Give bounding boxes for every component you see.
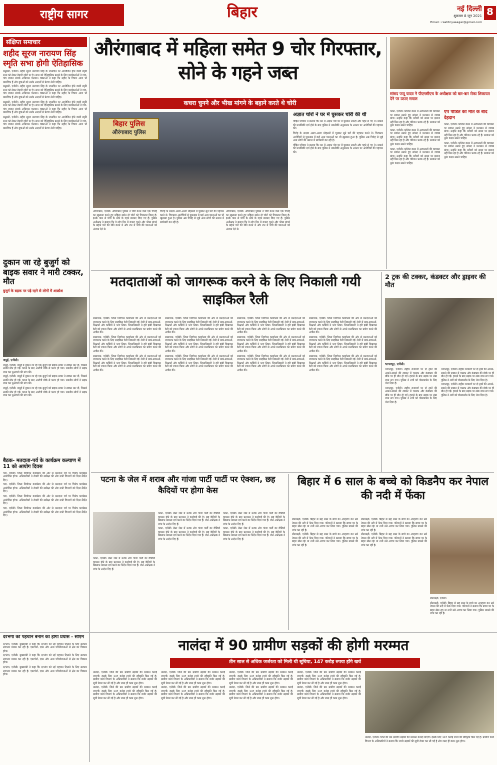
jail-body-2: पटना, एजेंसी। बेउर जेल में शराब और गांजा पार्टी का वीडियो वायरल होने के बाद प्रशासन ने कार्रवाई की है। छह कैदियों के खिलाफ मामला दर्ज करने का निर्देश दिया गया है। जेल अधीक्षक ने जांच के आदेश दिए हैं। पटना, एजेंसी। बेउर जेल में शराब और गांजा पार्टी का वीडियो वायरल होने के बाद प्रशासन ने कार्रवाई की है। छह कैदियों के खिलाफ मामला दर्ज करने का निर्देश दिया गया है। जेल अधीक्षक ने जांच के आदेश दिए हैं।: [158, 512, 220, 541]
column-rule: [89, 37, 90, 717]
roads-photo: [365, 671, 494, 733]
voter-rally-body-4: सासाराम, एजेंसी। जिला निर्वाचन कार्यालय की ओर से मतदाताओं को जागरूक करने के लिए साइकिल रैली निकाली गई। रैली में छात्र-छात्राओं, शिक्षकों और कर्मियों ने भाग लिया। जिलाधिकारी ने हरी झंडी दिखाकर रैली को रवाना किया और लोगों से अपने मताधिकार का प्रयोग करने की अपील की। सासाराम, एजेंसी। जिला निर्वाचन कार्यालय की ओर से मतदाताओं को जागरूक करने के लिए साइकिल रैली निकाली गई। रैली में छात्र-छात्राओं, शिक्षकों और कर्मियों ने भाग लिया। जिलाधिकारी ने हरी झंडी दिखाकर रैली को रवाना किया और लोगों से अपने मताधिकार का प्रयोग करने की अपील की। सासाराम, एजेंसी। जिला निर्वाचन कार्यालय की ओर से मतदाताओं को जागरूक करने के लिए साइकिल रैली निकाली गई। रैली में छात्र-छात्राओं, शिक्षकों और कर्मियों ने भाग लिया। जिलाधिकारी ने हरी झंडी दिखाकर रैली को रवाना किया और लोगों से अपने मताधिकार का प्रयोग करने की अपील की।: [309, 317, 377, 372]
story2-sub: बुजुर्ग के सड़क पर पड़े रहने से लोगों में आक्रोश: [3, 288, 63, 293]
right-top-body-2: पटना, एजेंसी। कोरोना काल में अस्पतालों की व्यवस्था पर सवाल उठाते हुए सांसद ने प्रशासन से जवाब मांगा। उन्होंने कहा कि मरीजों को समय पर इलाज नहीं मिल रहा है और परिजन भटक रहे हैं। सरकार को तुरंत कदम उठाने चाहिए। पटना, एजेंसी। कोरोना काल में अस्पतालों की व्यवस्था पर सवाल उठाते हुए सांसद ने प्रशासन से जवाब मांगा। उन्होंने कहा कि मरीजों को समय पर इलाज नहीं मिल रहा है और परिजन भटक रहे हैं। सरकार को तुरंत कदम उठाने चाहिए।: [444, 123, 494, 159]
lead-body-1: औरंगाबाद, एजेंसी। औरंगाबाद पुलिस ने चोरी करने वाले एक गिरोह का खुलासा करते हुए महिला समेत नौ चोरों को गिरफ्तार किया है। इनके पास से चोरी के सोने के गहने बरामद किए गए हैं। पुलिस अधीक्षक ने बताया कि ये लोग दिन में कचरा चुनने और भीख मांगने के बहाने घरों की रेकी करते थे और रात में चोरी की घटनाओं को अंजाम देते थे।: [93, 210, 157, 231]
story3-headline: बैठक- मतदाता-पर्व के कार्यक्रम कल्याण में 11 को आयोग दिवस: [3, 457, 81, 470]
voter-rally-headline: मतदाताओं को जागरूक करने के लिए निकाली गयी साइकिल रैली: [110, 274, 361, 308]
story2-body: जमुई, एजेंसी। जमुई में दुकान जा रहे एक बुजुर्ग को बाइक सवार ने टक्कर मार दी, जिससे उनकी मौत हो गई। घटना के बाद आरोपी मौके से फरार हो गया। स्थानीय लोगों ने सड़क जाम कर मुआवजे की मांग की। जमुई, एजेंसी। जमुई में दुकान जा रहे एक बुजुर्ग को बाइक सवार ने टक्कर मार दी, जिससे उनकी मौत हो गई। घटना के बाद आरोपी मौके से फरार हो गया। स्थानीय लोगों ने सड़क जाम कर मुआवजे की मांग की। जमुई, एजेंसी। जमुई में दुकान जा रहे एक बुजुर्ग को बाइक सवार ने टक्कर मार दी, जिससे उनकी मौत हो गई। घटना के बाद आरोपी मौके से फरार हो गया। स्थानीय लोगों ने सड़क जाम कर मुआवजे की मांग की।: [3, 363, 87, 398]
roads-headline: नालंदा में 90 ग्रामीण सड़कों की होगी मरम्मत: [178, 638, 409, 654]
voter-rally-body-2: सासाराम, एजेंसी। जिला निर्वाचन कार्यालय की ओर से मतदाताओं को जागरूक करने के लिए साइकिल रैली निकाली गई। रैली में छात्र-छात्राओं, शिक्षकों और कर्मियों ने भाग लिया। जिलाधिकारी ने हरी झंडी दिखाकर रैली को रवाना किया और लोगों से अपने मताधिकार का प्रयोग करने की अपील की। सासाराम, एजेंसी। जिला निर्वाचन कार्यालय की ओर से मतदाताओं को जागरूक करने के लिए साइकिल रैली निकाली गई। रैली में छात्र-छात्राओं, शिक्षकों और कर्मियों ने भाग लिया। जिलाधिकारी ने हरी झंडी दिखाकर रैली को रवाना किया और लोगों से अपने मताधिकार का प्रयोग करने की अपील की। सासाराम, एजेंसी। जिला निर्वाचन कार्यालय की ओर से मतदाताओं को जागरूक करने के लिए साइकिल रैली निकाली गई। रैली में छात्र-छात्राओं, शिक्षकों और कर्मियों ने भाग लिया। जिलाधिकारी ने हरी झंडी दिखाकर रैली को रवाना किया और लोगों से अपने मताधिकार का प्रयोग करने की अपील की।: [165, 317, 233, 372]
story3-body: गया, एजेंसी। जिला निर्वाचन कार्यालय की ओर से मतदाता पर्व पर विशेष कार्यक्रम आयोजित होगा। अधिकारियों ने तैयारी की समीक्षा की और सभी विभागों को दिशा-निर्देश दिए। गया, एजेंसी। जिला निर्वाचन कार्यालय की ओर से मतदाता पर्व पर विशेष कार्यक्रम आयोजित होगा। अधिकारियों ने तैयारी की समीक्षा की और सभी विभागों को दिशा-निर्देश दिए। गया, एजेंसी। जिला निर्वाचन कार्यालय की ओर से मतदाता पर्व पर विशेष कार्यक्रम आयोजित होगा। अधिकारियों ने तैयारी की समीक्षा की और सभी विभागों को दिशा-निर्देश दिए। गया, एजेंसी। जिला निर्वाचन कार्यालय की ओर से मतदाता पर्व पर विशेष कार्यक्रम आयोजित होगा। अधिकारियों ने तैयारी की समीक्षा की और सभी विभागों को दिशा-निर्देश दिए।: [3, 471, 87, 518]
truck-body-2: भागलपुर, एजेंसी। राष्ट्रीय राजमार्ग पर दो ट्रकों की आमने-सामने की टक्कर में चालक और कंडक्टर की मौके पर ही मौत हो गई। हादसे के बाद सड़क पर लंबा जाम लग गया। पुलिस ने शवों को पोस्टमार्टम के लिए भेज दिया है। भागलपुर, एजेंसी। राष्ट्रीय राजमार्ग पर दो ट्रकों की आमने-सामने की टक्कर में चालक और कंडक्टर की मौके पर ही मौत हो गई। हादसे के बाद सड़क पर लंबा जाम लग गया। पुलिस ने शवों को पोस्टमार्टम के लिए भेज दिया है।: [441, 368, 494, 397]
jail-body-3: पटना, एजेंसी। बेउर जेल में शराब और गांजा पार्टी का वीडियो वायरल होने के बाद प्रशासन ने कार्रवाई की है। छह कैदियों के खिलाफ मामला दर्ज करने का निर्देश दिया गया है। जेल अधीक्षक ने जांच के आदेश दिए हैं। पटना, एजेंसी। बेउर जेल में शराब और गांजा पार्टी का वीडियो वायरल होने के बाद प्रशासन ने कार्रवाई की है। छह कैदियों के खिलाफ मामला दर्ज करने का निर्देश दिया गया है। जेल अधीक्षक ने जांच के आदेश दिए हैं।: [223, 512, 285, 541]
voter-rally-body-1: सासाराम, एजेंसी। जिला निर्वाचन कार्यालय की ओर से मतदाताओं को जागरूक करने के लिए साइकिल रैली निकाली गई। रैली में छात्र-छात्राओं, शिक्षकों और कर्मियों ने भाग लिया। जिलाधिकारी ने हरी झंडी दिखाकर रैली को रवाना किया और लोगों से अपने मताधिकार का प्रयोग करने की अपील की। सासाराम, एजेंसी। जिला निर्वाचन कार्यालय की ओर से मतदाताओं को जागरूक करने के लिए साइकिल रैली निकाली गई। रैली में छात्र-छात्राओं, शिक्षकों और कर्मियों ने भाग लिया। जिलाधिकारी ने हरी झंडी दिखाकर रैली को रवाना किया और लोगों से अपने मताधिकार का प्रयोग करने की अपील की। सासाराम, एजेंसी। जिला निर्वाचन कार्यालय की ओर से मतदाताओं को जागरूक करने के लिए साइकिल रैली निकाली गई। रैली में छात्र-छात्राओं, शिक्षकों और कर्मियों ने भाग लिया। जिलाधिकारी ने हरी झंडी दिखाकर रैली को रवाना किया और लोगों से अपने मताधिकार का प्रयोग करने की अपील की।: [93, 317, 161, 372]
lead-side-headline: अज्ञात चोरों ने घर में घुसकर चोरी की थी: [293, 112, 367, 118]
bottom-left-headline: दरभंगा को पहचान बनाने का होगा प्रयास - सीएम: [3, 635, 84, 640]
roads-body-4: नालंदा, एजेंसी। जिले की 90 ग्रामीण सड़कों की मरम्मत कराई जाएगी। इसके लिए 147 करोड़ रुपये की स्वीकृति मिल गई है। ग्रामीण कार्य विभाग के अधिकारियों ने बताया कि जर्जर सड़कों की सूची तैयार कर ली गई है और जल्द ही काम शुरू होगा। नालंदा, एजेंसी। जिले की 90 ग्रामीण सड़कों की मरम्मत कराई जाएगी। इसके लिए 147 करोड़ रुपये की स्वीकृति मिल गई है। ग्रामीण कार्य विभाग के अधिकारियों ने बताया कि जर्जर सड़कों की सूची तैयार कर ली गई है और जल्द ही काम शुरू होगा।: [297, 671, 361, 700]
lead-strap: कचरा चुनने और भीख मांगने के बहाने करते थे चोरी: [140, 98, 340, 109]
lead-photo-caption: औरंगाबाद पुलिस: [112, 130, 146, 136]
roads-body-1: नालंदा, एजेंसी। जिले की 90 ग्रामीण सड़कों की मरम्मत कराई जाएगी। इसके लिए 147 करोड़ रुपये की स्वीकृति मिल गई है। ग्रामीण कार्य विभाग के अधिकारियों ने बताया कि जर्जर सड़कों की सूची तैयार कर ली गई है और जल्द ही काम शुरू होगा। नालंदा, एजेंसी। जिले की 90 ग्रामीण सड़कों की मरम्मत कराई जाएगी। इसके लिए 147 करोड़ रुपये की स्वीकृति मिल गई है। ग्रामीण कार्य विभाग के अधिकारियों ने बताया कि जर्जर सड़कों की सूची तैयार कर ली गई है और जल्द ही काम शुरू होगा।: [93, 671, 157, 700]
column-rule: [89, 634, 90, 762]
right-top-col2: [444, 110, 494, 268]
edition-city: नई दिल्ली: [456, 5, 482, 13]
column-rule: [386, 37, 387, 269]
section-rule: [91, 472, 494, 473]
section-rule: [91, 270, 494, 271]
jail-photo: [93, 512, 155, 554]
jail-body-1: पटना, एजेंसी। बेउर जेल में शराब और गांजा पार्टी का वीडियो वायरल होने के बाद प्रशासन ने कार्रवाई की है। छह कैदियों के खिलाफ मामला दर्ज करने का निर्देश दिया गया है। जेल अधीक्षक ने जांच के आदेश दिए हैं।: [93, 557, 155, 571]
voter-rally-body-3: सासाराम, एजेंसी। जिला निर्वाचन कार्यालय की ओर से मतदाताओं को जागरूक करने के लिए साइकिल रैली निकाली गई। रैली में छात्र-छात्राओं, शिक्षकों और कर्मियों ने भाग लिया। जिलाधिकारी ने हरी झंडी दिखाकर रैली को रवाना किया और लोगों से अपने मताधिकार का प्रयोग करने की अपील की। सासाराम, एजेंसी। जिला निर्वाचन कार्यालय की ओर से मतदाताओं को जागरूक करने के लिए साइकिल रैली निकाली गई। रैली में छात्र-छात्राओं, शिक्षकों और कर्मियों ने भाग लिया। जिलाधिकारी ने हरी झंडी दिखाकर रैली को रवाना किया और लोगों से अपने मताधिकार का प्रयोग करने की अपील की। सासाराम, एजेंसी। जिला निर्वाचन कार्यालय की ओर से मतदाताओं को जागरूक करने के लिए साइकिल रैली निकाली गई। रैली में छात्र-छात्राओं, शिक्षकों और कर्मियों ने भाग लिया। जिलाधिकारी ने हरी झंडी दिखाकर रैली को रवाना किया और लोगों से अपने मताधिकार का प्रयोग करने की अपील की।: [237, 317, 305, 372]
column-rule: [288, 474, 289, 630]
kidnap-body-1: सीतामढ़ी, एजेंसी। बिहार से छह साल के बच्चे का अपहरण कर उसे नेपाल की नदी में फेंक दिया गया। परिजनों ने बताया कि बच्चा घर के बाहर खेल रहा था तभी उसे अगवा कर लिया गया। पुलिस मामले की जांच कर रही है। सीतामढ़ी, एजेंसी। बिहार से छह साल के बच्चे का अपहरण कर उसे नेपाल की नदी में फेंक दिया गया। परिजनों ने बताया कि बच्चा घर के बाहर खेल रहा था तभी उसे अगवा कर लिया गया। पुलिस मामले की जांच कर रही है।: [292, 518, 358, 547]
kidnap-body-2: सीतामढ़ी, एजेंसी। बिहार से छह साल के बच्चे का अपहरण कर उसे नेपाल की नदी में फेंक दिया गया। परिजनों ने बताया कि बच्चा घर के बाहर खेल रहा था तभी उसे अगवा कर लिया गया। पुलिस मामले की जांच कर रही है। सीतामढ़ी, एजेंसी। बिहार से छह साल के बच्चे का अपहरण कर उसे नेपाल की नदी में फेंक दिया गया। परिजनों ने बताया कि बच्चा घर के बाहर खेल रहा था तभी उसे अगवा कर लिया गया। पुलिस मामले की जांच कर रही है।: [361, 518, 427, 547]
left-column: [3, 37, 87, 721]
right-top-photo: [390, 37, 494, 89]
edition-date: शुक्रवार 8 जून 2021: [453, 14, 482, 18]
bottom-left-body: दरभंगा, एजेंसी। मुख्यमंत्री ने कहा कि दरभंगा को नई पहचान दिलाने के लिए सरकार लगातार प्रयास कर रही है। एयरपोर्ट, एम्स और अन्य परियोजनाओं से क्षेत्र का विकास होगा। दरभंगा, एजेंसी। मुख्यमंत्री ने कहा कि दरभंगा को नई पहचान दिलाने के लिए सरकार लगातार प्रयास कर रही है। एयरपोर्ट, एम्स और अन्य परियोजनाओं से क्षेत्र का विकास होगा। दरभंगा, एजेंसी। मुख्यमंत्री ने कहा कि दरभंगा को नई पहचान दिलाने के लिए सरकार लगातार प्रयास कर रही है। एयरपोर्ट, एम्स और अन्य परियोजनाओं से क्षेत्र का विकास होगा।: [3, 642, 87, 677]
police-badge: [99, 118, 159, 140]
roads-body-2: नालंदा, एजेंसी। जिले की 90 ग्रामीण सड़कों की मरम्मत कराई जाएगी। इसके लिए 147 करोड़ रुपये की स्वीकृति मिल गई है। ग्रामीण कार्य विभाग के अधिकारियों ने बताया कि जर्जर सड़कों की सूची तैयार कर ली गई है और जल्द ही काम शुरू होगा। नालंदा, एजेंसी। जिले की 90 ग्रामीण सड़कों की मरम्मत कराई जाएगी। इसके लिए 147 करोड़ रुपये की स्वीकृति मिल गई है। ग्रामीण कार्य विभाग के अधिकारियों ने बताया कि जर्जर सड़कों की सूची तैयार कर ली गई है और जल्द ही काम शुरू होगा।: [161, 671, 225, 700]
roads-body-3: नालंदा, एजेंसी। जिले की 90 ग्रामीण सड़कों की मरम्मत कराई जाएगी। इसके लिए 147 करोड़ रुपये की स्वीकृति मिल गई है। ग्रामीण कार्य विभाग के अधिकारियों ने बताया कि जर्जर सड़कों की सूची तैयार कर ली गई है और जल्द ही काम शुरू होगा। नालंदा, एजेंसी। जिले की 90 ग्रामीण सड़कों की मरम्मत कराई जाएगी। इसके लिए 147 करोड़ रुपये की स्वीकृति मिल गई है। ग्रामीण कार्य विभाग के अधिकारियों ने बताया कि जर्जर सड़कों की सूची तैयार कर ली गई है और जल्द ही काम शुरू होगा।: [229, 671, 293, 700]
right-top-caption: सांसद पप्पू यादव ने पीएमसीएच के अधीक्षक को बार-बार रोका शिकायत देने पर उठाए सवाल: [390, 91, 490, 101]
truck-photo: [385, 298, 494, 360]
lead-headline: औरंगाबाद में महिला समेत 9 चोर गिरफ्तार, सोने के गहने जब्त: [94, 38, 382, 84]
lead-body-3: औरंगाबाद, एजेंसी। औरंगाबाद पुलिस ने चोरी करने वाले एक गिरोह का खुलासा करते हुए महिला समेत नौ चोरों को गिरफ्तार किया है। इनके पास से चोरी के सोने के गहने बरामद किए गए हैं। पुलिस अधीक्षक ने बताया कि ये लोग दिन में कचरा चुनने और भीख मांगने के बहाने घरों की रेकी करते थे और रात में चोरी की घटनाओं को अंजाम देते थे।: [226, 210, 290, 231]
roads-strap: तीन साल से अधिक जर्जरता को मिली थी सूचिया, 147 करोड़ रुपया होंगे खर्च: [170, 658, 420, 668]
right-top-headline: ऐप पीडित की मौत के बाद देहदान: [444, 110, 488, 121]
masthead: [0, 0, 497, 34]
lead-photo: [93, 112, 288, 208]
kidnap-photo: [430, 518, 494, 594]
story1-headline: शहीद सूरज नारायण सिंह स्मृति सभा होगी ऐतिहासिक: [3, 49, 83, 68]
story2-photo: [3, 297, 87, 357]
truck-body-1: भागलपुर, एजेंसी। राष्ट्रीय राजमार्ग पर दो ट्रकों की आमने-सामने की टक्कर में चालक और कंडक्टर की मौके पर ही मौत हो गई। हादसे के बाद सड़क पर लंबा जाम लग गया। पुलिस ने शवों को पोस्टमार्टम के लिए भेज दिया है। भागलपुर, एजेंसी। राष्ट्रीय राजमार्ग पर दो ट्रकों की आमने-सामने की टक्कर में चालक और कंडक्टर की मौके पर ही मौत हो गई। हादसे के बाद सड़क पर लंबा जाम लग गया। पुलिस ने शवों को पोस्टमार्टम के लिए भेज दिया है।: [385, 368, 437, 404]
jail-headline: पटना के जेल में शराब और गांजा पार्टी पार्टी पर ऐक्शन, छह कैदियों पर होगा केस: [100, 475, 276, 495]
kidnap-body-3: सीतामढ़ी, एजेंसी। सीतामढ़ी, एजेंसी। बिहार से छह साल के बच्चे का अपहरण कर उसे नेपाल की नदी में फेंक दिया गया। परिजनों ने बताया कि बच्चा घर के बाहर खेल रहा था तभी उसे अगवा कर लिया गया। पुलिस मामले की जांच कर रही है।: [430, 597, 494, 616]
roads-body-5: नालंदा, एजेंसी। जिले की 90 ग्रामीण सड़कों की मरम्मत कराई जाएगी। इसके लिए 147 करोड़ रुपये की स्वीकृति मिल गई है। ग्रामीण कार्य विभाग के अधिकारियों ने बताया कि जर्जर सड़कों की सूची तैयार कर ली गई है और जल्द ही काम शुरू होगा।: [365, 736, 494, 743]
bottom-left-story: [3, 635, 87, 761]
story2-headline: दुकान जा रहे बुजुर्ग को बाइक सवार ने मारी टक्कर, मौत: [3, 258, 84, 286]
section-title: बिहार: [227, 3, 258, 21]
truck-headline: 2 ट्रक की टक्कर, कंडक्टर और ड्राइवर की मौत: [385, 273, 486, 289]
lead-photo-tag: बिहार पुलिस: [113, 120, 145, 128]
lead-body-2: गिरोह के सदस्य अलग-अलग मोहल्लों में घूमकर सूने घरों की पहचान करते थे। गिरफ्तार आरोपियों से पूछताछ में कई अन्य घटनाओं का भी खुलासा हुआ है। पुलिस अब गिरोह से जुड़े अन्य लोगों की तलाश में छापेमारी कर रही है।: [160, 210, 224, 224]
kidnap-headline: बिहार में 6 साल के बच्चे को किडनैप कर नेपाल की नदी में फेंका: [297, 475, 489, 502]
brand-logo: राष्ट्रीय सागर: [4, 4, 124, 26]
lead-sidebar: [293, 112, 383, 267]
briefs-label: संक्षिप्त समाचार: [3, 37, 87, 47]
story1-body: मधुबनी, एजेंसी। शहीद सूरज नारायण सिंह के जन्मदिन पर आयोजित होने वाली स्मृति सभा को लेकर तैयारी जोरों पर है। सभा को ऐतिहासिक बनाने के लिए कार्यकर्ताओं ने गांव-गांव जाकर संपर्क अभियान चलाया। वक्ताओं ने कहा कि शहीद के विचार आज भी प्रासंगिक हैं और युवाओं को उनके आदर्शों से प्रेरणा लेनी चाहिए। मधुबनी, एजेंसी। शहीद सूरज नारायण सिंह के जन्मदिन पर आयोजित होने वाली स्मृति सभा को लेकर तैयारी जोरों पर है। सभा को ऐतिहासिक बनाने के लिए कार्यकर्ताओं ने गांव-गांव जाकर संपर्क अभियान चलाया। वक्ताओं ने कहा कि शहीद के विचार आज भी प्रासंगिक हैं और युवाओं को उनके आदर्शों से प्रेरणा लेनी चाहिए। मधुबनी, एजेंसी। शहीद सूरज नारायण सिंह के जन्मदिन पर आयोजित होने वाली स्मृति सभा को लेकर तैयारी जोरों पर है। सभा को ऐतिहासिक बनाने के लिए कार्यकर्ताओं ने गांव-गांव जाकर संपर्क अभियान चलाया। वक्ताओं ने कहा कि शहीद के विचार आज भी प्रासंगिक हैं और युवाओं को उनके आदर्शों से प्रेरणा लेनी चाहिए। मधुबनी, एजेंसी। शहीद सूरज नारायण सिंह के जन्मदिन पर आयोजित होने वाली स्मृति सभा को लेकर तैयारी जोरों पर है। सभा को ऐतिहासिक बनाने के लिए कार्यकर्ताओं ने गांव-गांव जाकर संपर्क अभियान चलाया। वक्ताओं ने कहा कि शहीद के विचार आज भी प्रासंगिक हैं और युवाओं को उनके आदर्शों से प्रेरणा लेनी चाहिए।: [3, 70, 87, 130]
page-number: 8: [484, 6, 496, 20]
story2-photo-caption: जमुई, एजेंसी।: [3, 357, 19, 362]
right-top-body-1: पटना, एजेंसी। कोरोना काल में अस्पतालों की व्यवस्था पर सवाल उठाते हुए सांसद ने प्रशासन से जवाब मांगा। उन्होंने कहा कि मरीजों को समय पर इलाज नहीं मिल रहा है और परिजन भटक रहे हैं। सरकार को तुरंत कदम उठाने चाहिए। पटना, एजेंसी। कोरोना काल में अस्पतालों की व्यवस्था पर सवाल उठाते हुए सांसद ने प्रशासन से जवाब मांगा। उन्होंने कहा कि मरीजों को समय पर इलाज नहीं मिल रहा है और परिजन भटक रहे हैं। सरकार को तुरंत कदम उठाने चाहिए। पटना, एजेंसी। कोरोना काल में अस्पतालों की व्यवस्था पर सवाल उठाते हुए सांसद ने प्रशासन से जवाब मांगा। उन्होंने कहा कि मरीजों को समय पर इलाज नहीं मिल रहा है और परिजन भटक रहे हैं। सरकार को तुरंत कदम उठाने चाहिए।: [390, 110, 440, 165]
section-rule: [0, 632, 497, 633]
website: Email : rashtriyasagar@gmail.com: [430, 20, 482, 24]
column-rule: [381, 272, 382, 472]
truck-photo-caption: भागलपुर, एजेंसी।: [385, 362, 405, 366]
lead-side-body: पीड़ित परिवार ने बताया कि रात में अज्ञात चोर घर में घुसकर नकदी और गहने ले गए थे। मामले की प्राथमिकी दर्ज होने के बाद पुलिस ने तकनीकी अनुसंधान के आधार पर आरोपियों की पहचान की। गिरोह के सदस्य अलग-अलग मोहल्लों में घूमकर सूने घरों की पहचान करते थे। गिरफ्तार आरोपियों से पूछताछ में कई अन्य घटनाओं का भी खुलासा हुआ है। पुलिस अब गिरोह से जुड़े अन्य लोगों की तलाश में छापेमारी कर रही है। पीड़ित परिवार ने बताया कि रात में अज्ञात चोर घर में घुसकर नकदी और गहने ले गए थे। मामले की प्राथमिकी दर्ज होने के बाद पुलिस ने तकनीकी अनुसंधान के आधार पर आरोपियों की पहचान की।: [293, 120, 383, 154]
